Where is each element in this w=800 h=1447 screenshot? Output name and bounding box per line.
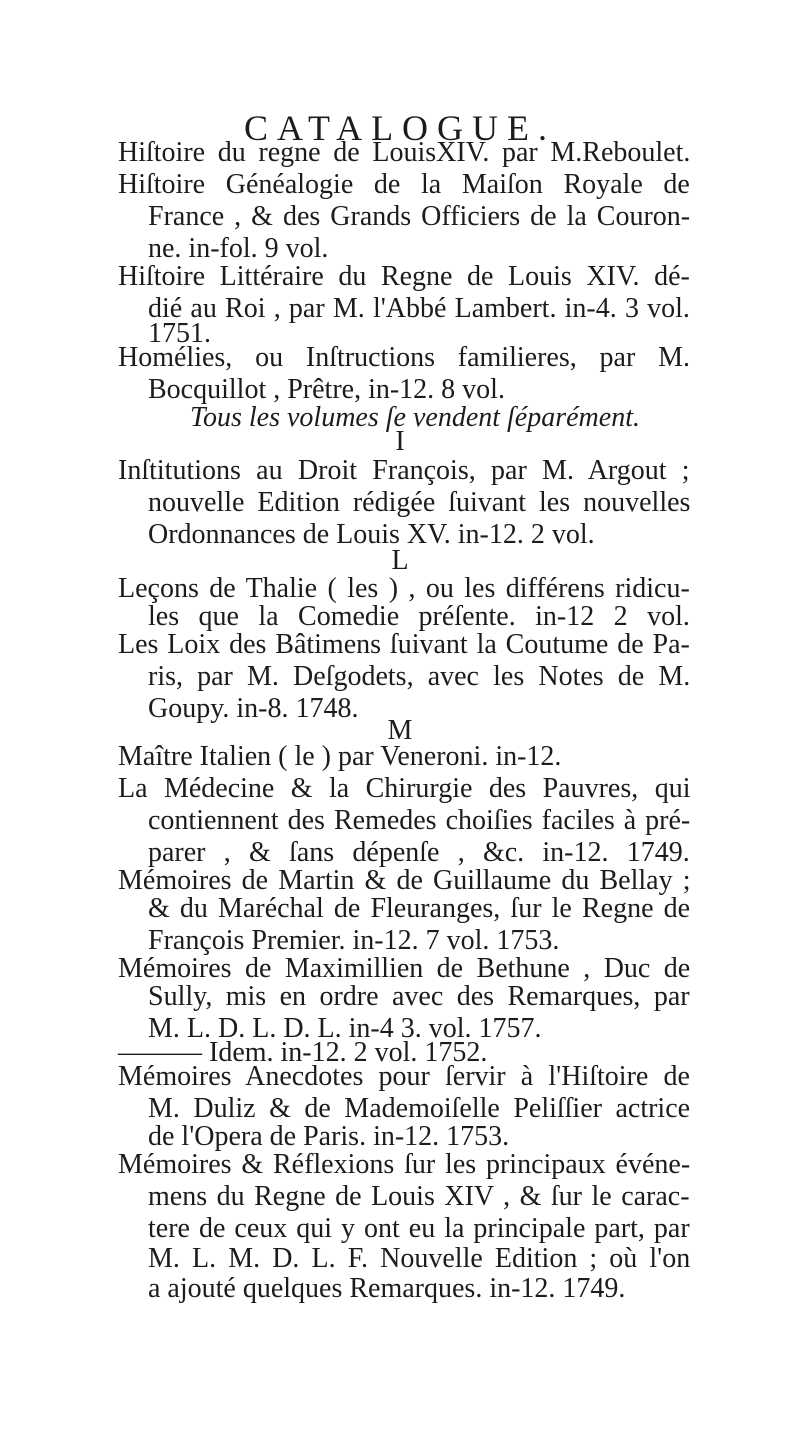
catalogue-line: M. L. M. D. L. F. Nouvelle Edition ; où l'on: [148, 1243, 691, 1274]
catalogue-line: Leçons de Thalie ( les ) , ou les différens ridicu-: [118, 573, 690, 604]
catalogue-line: Hiſtoire Généalogie de la Maiſon Royale de: [118, 169, 690, 200]
catalogue-line: Les Loix des Bâtimens ſuivant la Coutume de Pa-: [118, 629, 690, 660]
catalogue-note: Tous les volumes ſe vendent ſéparément.: [190, 402, 640, 433]
catalogue-line: a ajouté quelques Remarques. in-12. 1749.: [148, 1273, 626, 1304]
catalogue-line: Maître Italien ( le ) par Veneroni. in-12.: [118, 741, 562, 772]
catalogue-line: ——— Idem. in-12. 2 vol. 1752.: [118, 1037, 488, 1068]
catalogue-line: parer , & ſans dépenſe , &c. in-12. 1749.: [148, 837, 690, 868]
catalogue-line: ris, par M. Deſgodets, avec les Notes de M.: [148, 661, 691, 692]
catalogue-line: Hiſtoire Littéraire du Regne de Louis XIV. dé-: [118, 261, 690, 292]
section-letter: M: [387, 715, 413, 746]
catalogue-line: Goupy. in-8. 1748.: [148, 693, 359, 724]
catalogue-line: ne. in-fol. 9 vol.: [148, 233, 329, 264]
section-letter: L: [391, 545, 409, 576]
catalogue-line: mens du Regne de Louis XIV , & ſur le carac-: [148, 1181, 690, 1212]
catalogue-line: Sully, mis en ordre avec des Remarques, par: [148, 981, 690, 1012]
catalogue-line: Mémoires de Martin & de Guillaume du Bellay ;: [118, 865, 691, 896]
catalogue-line: Bocquillot , Prêtre, in-12. 8 vol.: [148, 374, 505, 405]
catalogue-line: Mémoires Anecdotes pour ſervir à l'Hiſtoire de: [118, 1061, 690, 1092]
section-letter: I: [395, 426, 405, 457]
catalogue-line: Homélies, ou Inſtructions familieres, par M.: [118, 342, 690, 373]
catalogue-line: de l'Opera de Paris. in-12. 1753.: [148, 1121, 510, 1152]
catalogue-line: Mémoires & Réflexions ſur les principaux événe-: [118, 1149, 691, 1180]
catalogue-line: tere de ceux qui y ont eu la principale part, par: [148, 1213, 690, 1244]
catalogue-line: Ordonnances de Louis XV. in-12. 2 vol.: [148, 519, 595, 550]
catalogue-line: 1751.: [148, 318, 211, 349]
catalogue-line: dié au Roi , par M. l'Abbé Lambert. in-4. 3 vol.: [148, 293, 690, 324]
catalogue-line: Hiſtoire du regne de LouisXIV. par M.Reboulet.: [118, 137, 691, 168]
catalogue-line: nouvelle Edition rédigée ſuivant les nouvelles: [148, 487, 691, 518]
catalogue-line: contiennent des Remedes choiſies faciles à pré-: [148, 805, 691, 836]
catalogue-line: France , & des Grands Officiers de la Couron-: [148, 201, 691, 232]
catalogue-line: les que la Comedie préſente. in-12 2 vol.: [148, 601, 690, 632]
catalogue-line: Inſtitutions au Droit François, par M. Argout ;: [118, 455, 690, 486]
page-title: CATALOGUE.: [243, 108, 557, 148]
catalogue-line: M. Duliz & de Mademoiſelle Peliſſier actrice: [148, 1093, 691, 1124]
catalogue-line: François Premier. in-12. 7 vol. 1753.: [148, 925, 560, 956]
catalogue-line: M. L. D. L. D. L. in-4 3. vol. 1757.: [148, 1013, 542, 1044]
catalogue-line: & du Maréchal de Fleuranges, ſur le Regne de: [148, 893, 691, 924]
catalogue-line: La Médecine & la Chirurgie des Pauvres, qui: [118, 773, 691, 804]
catalogue-line: Mémoires de Maximillien de Bethune , Duc de: [118, 953, 691, 984]
